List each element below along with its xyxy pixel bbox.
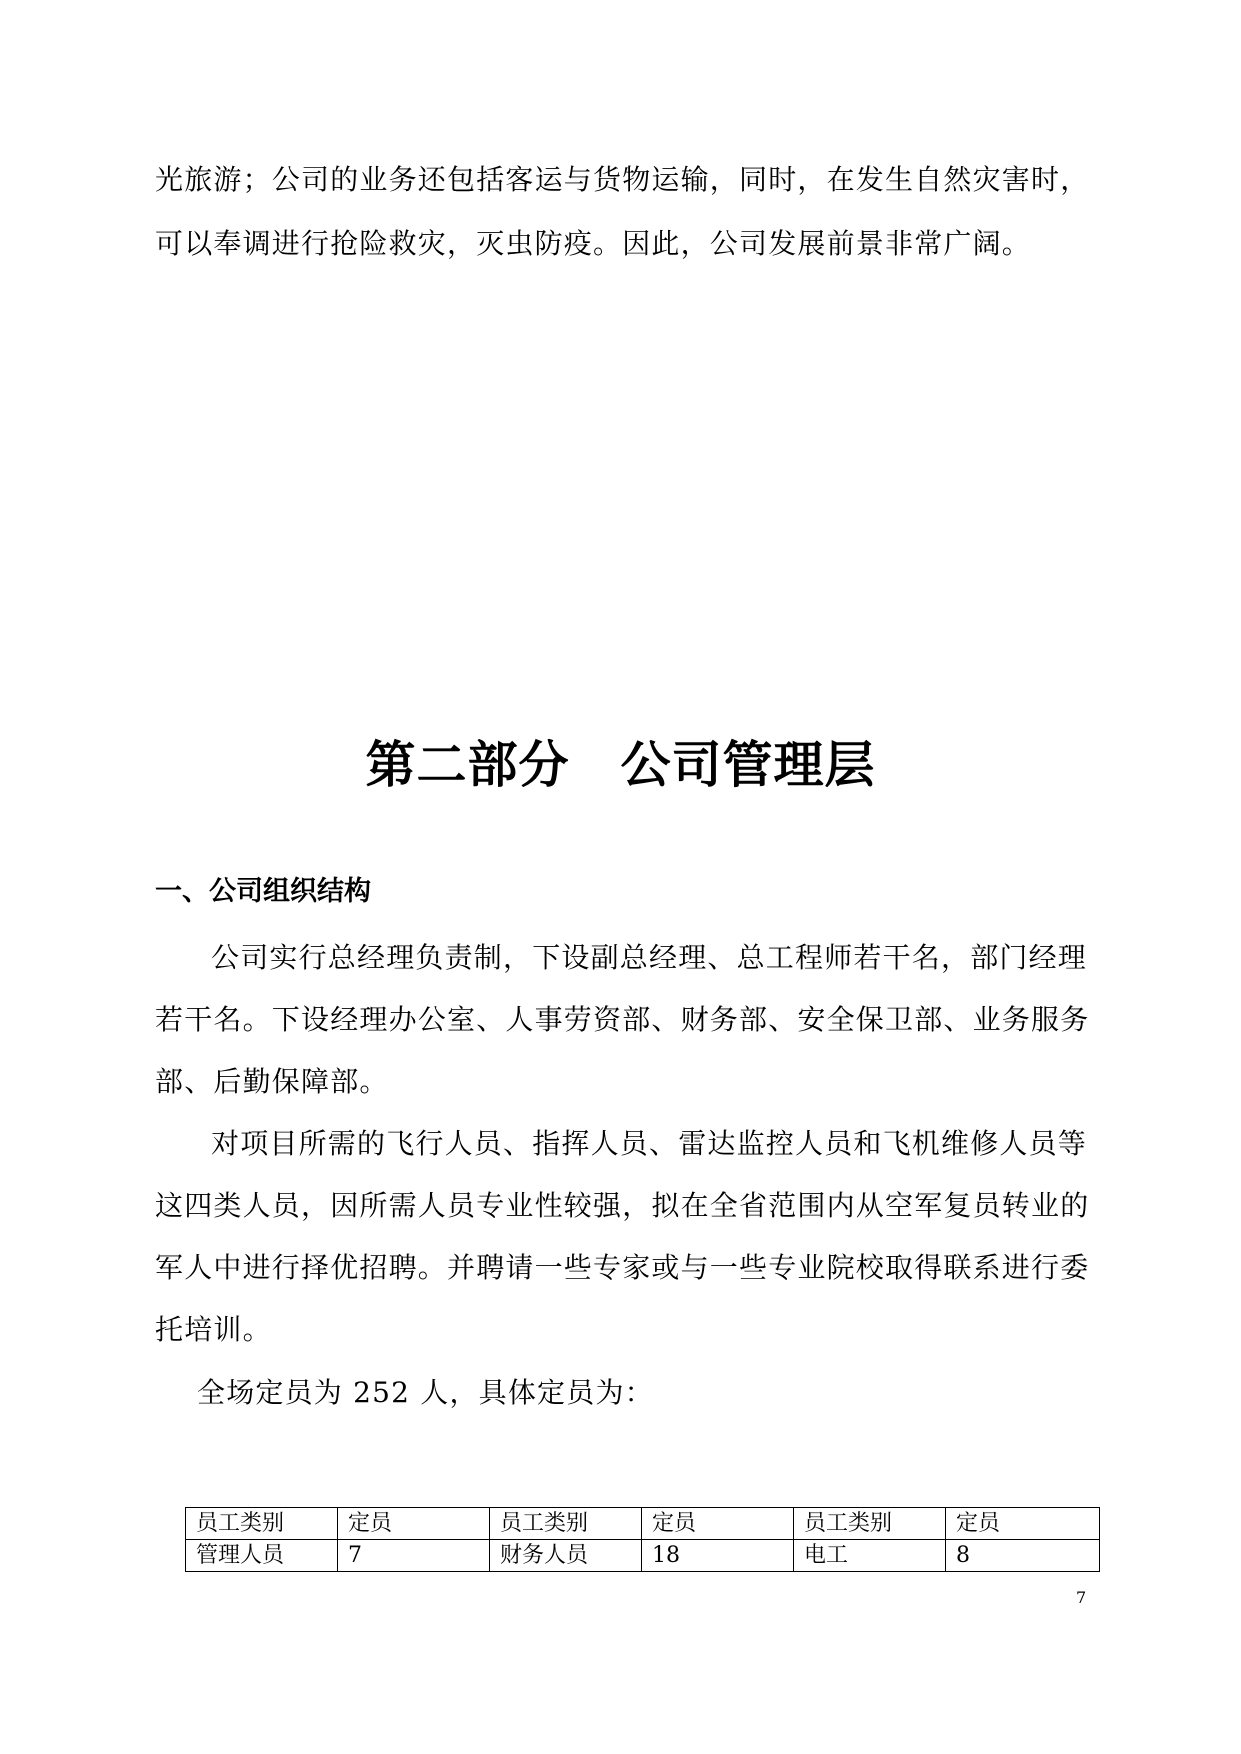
table-cell: 财务人员 [490, 1540, 642, 1572]
table-cell: 电工 [794, 1540, 946, 1572]
paragraph-2-line-2: 这四类人员，因所需人员专业性较强，拟在全省范围内从空军复员转业的 [155, 1189, 1090, 1222]
intro-line-2: 可以奉调进行抢险救灾，灭虫防疫。因此，公司发展前景非常广阔。 [155, 227, 1032, 260]
paragraph-2-line-3: 军人中进行择优招聘。并聘请一些专家或与一些专业院校取得联系进行委 [155, 1251, 1090, 1284]
page-number: 7 [1076, 1588, 1087, 1607]
staff-table-header-row [186, 1508, 1100, 1540]
table-cell: 管理人员 [186, 1540, 338, 1572]
staffing-sentence: 全场定员为 252 人，具体定员为： [197, 1376, 654, 1409]
paragraph-2-line-4: 托培训。 [155, 1313, 272, 1346]
paragraph-1-line-3: 部、后勤保障部。 [155, 1065, 389, 1098]
paragraph-1-line-2: 若干名。下设经理办公室、人事劳资部、财务部、安全保卫部、业务服务 [155, 1003, 1090, 1036]
header-cell-quota-1: 定员 [338, 1508, 490, 1540]
section-heading: 一、公司组织结构 [155, 876, 371, 907]
paragraph-2-line-1: 对项目所需的飞行人员、指挥人员、雷达监控人员和飞机维修人员等 [211, 1127, 1088, 1160]
part-title: 第二部分 公司管理层 [365, 736, 876, 794]
table-cell: 18 [642, 1540, 794, 1572]
header-cell-quota-3: 定员 [946, 1508, 1100, 1540]
header-cell-quota-2: 定员 [642, 1508, 794, 1540]
header-cell-category-3: 员工类别 [794, 1508, 946, 1540]
table-cell: 8 [946, 1540, 1100, 1572]
header-cell-category-2: 员工类别 [490, 1508, 642, 1540]
table-row [186, 1540, 1100, 1572]
intro-line-1: 光旅游；公司的业务还包括客运与货物运输，同时，在发生自然灾害时， [155, 163, 1090, 196]
staff-table [185, 1507, 1100, 1572]
table-cell: 7 [338, 1540, 490, 1572]
header-cell-category-1: 员工类别 [186, 1508, 338, 1540]
paragraph-1-line-1: 公司实行总经理负责制，下设副总经理、总工程师若干名，部门经理 [211, 941, 1088, 974]
